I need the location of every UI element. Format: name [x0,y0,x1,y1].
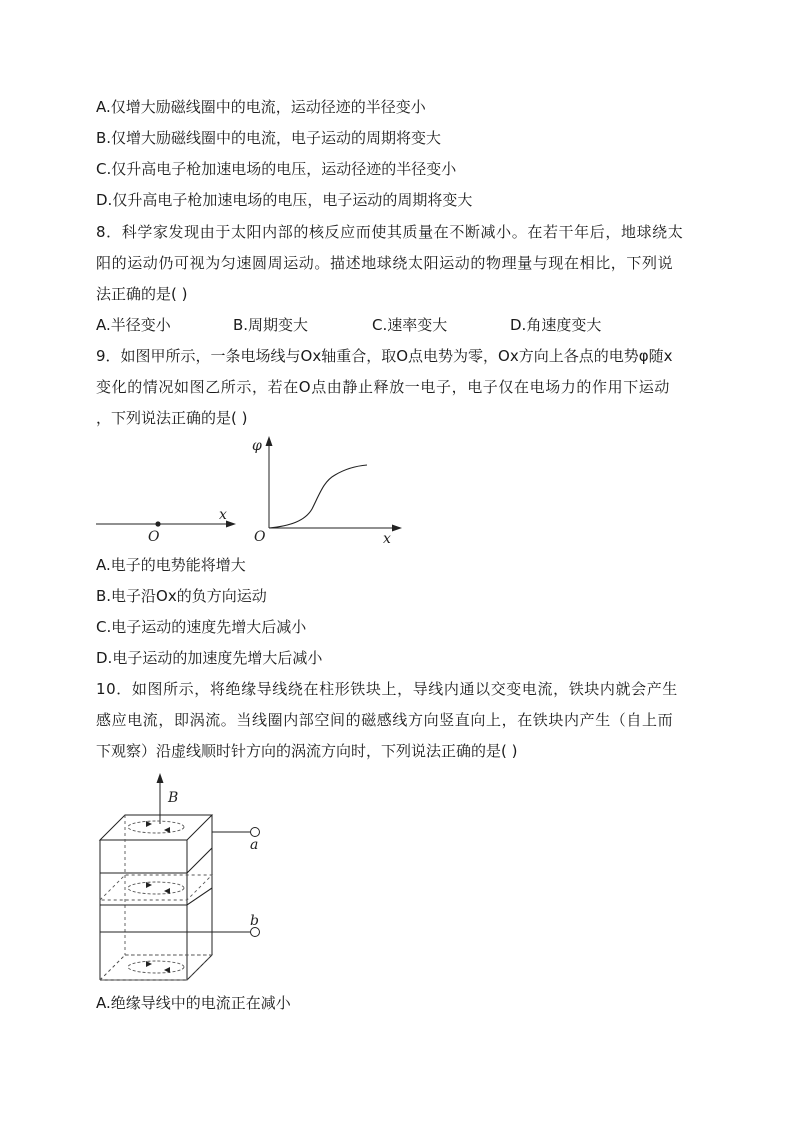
fig-right-phi-label: φ [252,438,262,454]
terminal-b-label: b [250,913,259,929]
q7-option-b: B.仅增大励磁线圈中的电流，电子运动的周期将变大 [96,129,442,147]
y-axis-arrow [266,436,273,446]
q7-option-d: D.仅升高电子枪加速电场的电压，电子运动的周期将变大 [96,191,473,209]
q9-figure-potential-graph [250,433,410,548]
q8-stem-line-3: 法正确的是( ) [96,285,188,303]
q9-option-a: A.电子的电势能将增大 [96,556,246,574]
fig-right-x-label: x [383,531,391,547]
fig-right-origin-label: O [254,529,266,545]
fig-left-origin-label: O [148,529,160,545]
b-field-label: B [168,790,179,806]
potential-curve [269,465,367,528]
q8-option-c: C.速率变大 [372,316,448,334]
eddy-current-loop-bottom [128,961,184,973]
eddy-current-loop-top [128,821,184,833]
q10-stem-line-1: 10．如图所示，将绝缘导线绕在柱形铁块上，导线内通以交变电流，铁块内就会产生 [96,680,678,698]
q8-option-a: A.半径变小 [96,316,171,334]
point-o-marker [155,521,160,526]
q9-option-b: B.电子沿Ox的负方向运动 [96,587,267,605]
q8-option-b: B.周期变大 [233,316,309,334]
q10-figure-iron-block [90,770,270,985]
q9-option-c: C.电子运动的速度先增大后减小 [96,618,307,636]
q7-option-a: A.仅增大励磁线圈中的电流，运动径迹的半径变小 [96,98,426,116]
q10-option-a: A.绝缘导线中的电流正在减小 [96,994,291,1012]
q8-stem-line-1: 8．科学家发现由于太阳内部的核反应而使其质量在不断减小。在若干年后，地球绕太 [96,223,684,241]
q7-option-c: C.仅升高电子枪加速电场的电压，运动径迹的半径变小 [96,160,457,178]
b-field-arrow [157,773,164,783]
terminal-a [251,828,260,837]
x-axis-arrow [392,525,402,532]
eddy-current-loop-middle [128,882,184,894]
q10-stem-line-3: 下观察）沿虚线顺时针方向的涡流方向时，下列说法正确的是( ) [96,742,518,760]
q8-option-d: D.角速度变大 [510,316,602,334]
fig-left-x-label: x [219,507,227,523]
q10-stem-line-2: 感应电流，即涡流。当线圈内部空间的磁感线方向竖直向上，在铁块内产生（自上而 [96,711,674,729]
q9-stem-line-2: 变化的情况如图乙所示，若在O点由静止释放一电子，电子仅在电场力的作用下运动 [96,378,671,396]
q9-stem-line-1: 9．如图甲所示，一条电场线与Ox轴重合，取O点电势为零，Ox方向上各点的电势φ随x [96,347,673,365]
terminal-a-label: a [250,837,259,853]
q9-stem-line-3: ，下列说法正确的是( ) [96,409,248,427]
q9-figure-field-line [90,505,250,545]
q8-stem-line-2: 阳的运动仍可视为匀速圆周运动。描述地球绕太阳运动的物理量与现在相比，下列说 [96,254,674,272]
q9-option-d: D.电子运动的加速度先增大后减小 [96,649,323,667]
coil-windings [100,828,260,937]
